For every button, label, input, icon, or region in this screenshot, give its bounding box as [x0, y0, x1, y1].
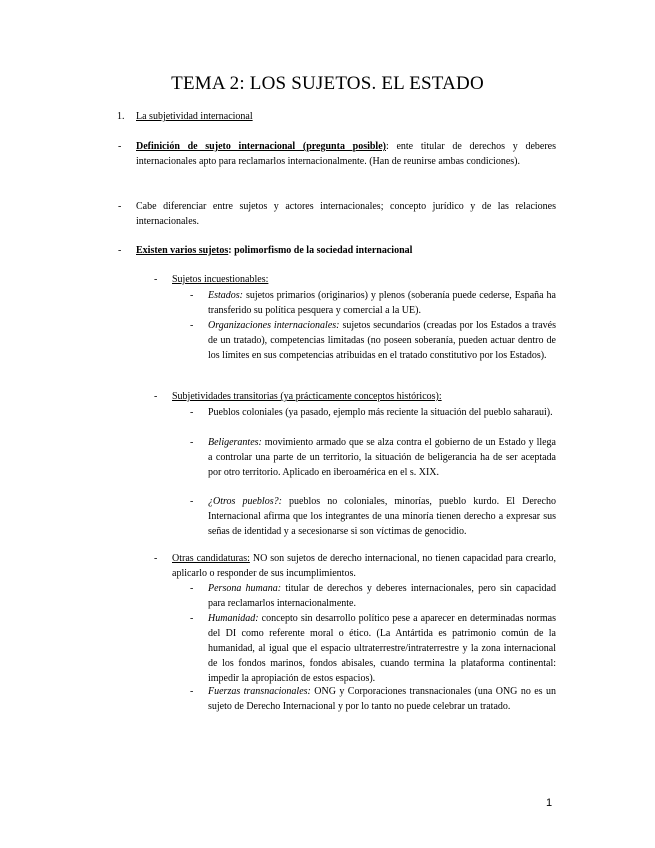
- bullet-dash: -: [118, 245, 122, 256]
- section-heading: La subjetividad internacional: [136, 111, 253, 122]
- paragraph-varios-sujetos: [136, 243, 556, 258]
- polimorfismo-emph: polimorfismo de la sociedad internacional: [234, 245, 413, 256]
- varios-sujetos-colon: :: [228, 245, 235, 256]
- bullet-dash: -: [118, 201, 122, 212]
- item-term: Estados:: [208, 290, 243, 301]
- bullet-dash: -: [190, 496, 194, 507]
- item-fuerzas-transnacionales: [208, 684, 556, 714]
- group-heading-candidaturas: Otras candidaturas:: [172, 553, 250, 564]
- item-text: concepto sin desarrollo político pese a aparecer en determinadas normas del DI como referente moral o ético. (La Antártida es patrimonio común de la humanidad, al igual que el espacio ultraterrestre/intraterrestre y la zona internacional de los fondos marinos, fondos abisales, cuando termina la plataforma continental: impedir la apropiación de estos espacios).: [208, 613, 556, 684]
- section-number: 1.: [117, 111, 125, 122]
- item-estados: [208, 288, 556, 318]
- bullet-dash: -: [190, 290, 194, 301]
- item-term: Humanidad:: [208, 613, 259, 624]
- item-term: Organizaciones internacionales:: [208, 320, 340, 331]
- candidaturas-intro: NO son sujetos de derecho internacional, no tienen capacidad para crearlo, aplicarlo o responder de sus incumplimientos.: [172, 553, 556, 579]
- paragraph-sujetos-actores: Cabe diferenciar entre sujetos y actores internacionales; concepto jurídico y de las relaciones internacionales.: [136, 201, 556, 227]
- item-term: Beligerantes:: [208, 437, 262, 448]
- group-otras-candidaturas: [172, 551, 556, 581]
- item-term: Fuerzas transnacionales:: [208, 686, 311, 697]
- item-pueblos-coloniales: [208, 405, 556, 420]
- bullet-dash: -: [190, 613, 194, 624]
- bullet-dash: -: [190, 686, 194, 697]
- definition-term: Definición de sujeto internacional (pregunta posible): [136, 141, 386, 152]
- item-text: movimiento armado que se alza contra el gobierno de un Estado y llega a controlar una parte de un territorio, la situación de beligerancia ha de ser aceptada por otro territorio. Aplicado en iberoamérica en el s. XIX.: [208, 437, 556, 478]
- varios-sujetos-lead: Existen varios sujetos: [136, 245, 229, 256]
- item-organizaciones: [208, 318, 556, 363]
- item-text: sujetos primarios (originarios) y plenos (soberanía puede cederse, España ha transferido su política pesquera y comercial a la UE).: [208, 290, 556, 316]
- item-text: ONG y Corporaciones transnacionales (una ONG no es un sujeto de Derecho Internacional y por lo tanto no puede celebrar un tratado.: [208, 686, 556, 712]
- page-title: TEMA 2: LOS SUJETOS. EL ESTADO: [171, 73, 484, 94]
- item-otros-pueblos: [208, 494, 556, 539]
- bullet-dash: -: [190, 437, 194, 448]
- item-text: pueblos no coloniales, minorías, pueblo kurdo. El Derecho Internacional afirma que los integrantes de una minoría tienen derecho a expresar sus señas de identidad y a secesionarse si son víctimas de genocidio.: [208, 496, 556, 537]
- bullet-dash: -: [118, 141, 122, 152]
- item-text: sujetos secundarios (creadas por los Estados a través de un tratado), competencias limitadas (no poseen soberanía, pueden actuar dentro de los límites en sus competencias atribuidas en el tratado constitutivo por los Estados).: [208, 320, 556, 361]
- bullet-dash: -: [190, 407, 194, 418]
- item-persona-humana: [208, 581, 556, 611]
- bullet-dash: -: [190, 320, 194, 331]
- page-number: 1: [546, 797, 553, 809]
- bullet-dash: -: [154, 553, 158, 564]
- item-term: Persona humana:: [208, 583, 282, 594]
- item-text: Pueblos coloniales (ya pasado, ejemplo más reciente la situación del pueblo saharaui).: [208, 407, 553, 418]
- item-text: titular de derechos y deberes internacionales, pero sin capacidad para reclamarlos internacionalmente.: [208, 583, 556, 609]
- item-beligerantes: [208, 435, 556, 480]
- group-heading-transitorias: Subjetividades transitorias (ya prácticamente conceptos históricos):: [172, 391, 442, 402]
- group-heading-incuestionables: Sujetos incuestionables:: [172, 274, 269, 285]
- paragraph-definition: [136, 139, 556, 169]
- item-term: ¿Otros pueblos?:: [208, 496, 282, 507]
- bullet-dash: -: [154, 391, 158, 402]
- bullet-dash: -: [190, 583, 194, 594]
- definition-text: : ente titular de derechos y deberes internacionales apto para reclamarlos internacionalmente. (Han de reunirse ambas condiciones).: [136, 141, 557, 167]
- item-humanidad: [208, 611, 556, 686]
- bullet-dash: -: [154, 274, 158, 285]
